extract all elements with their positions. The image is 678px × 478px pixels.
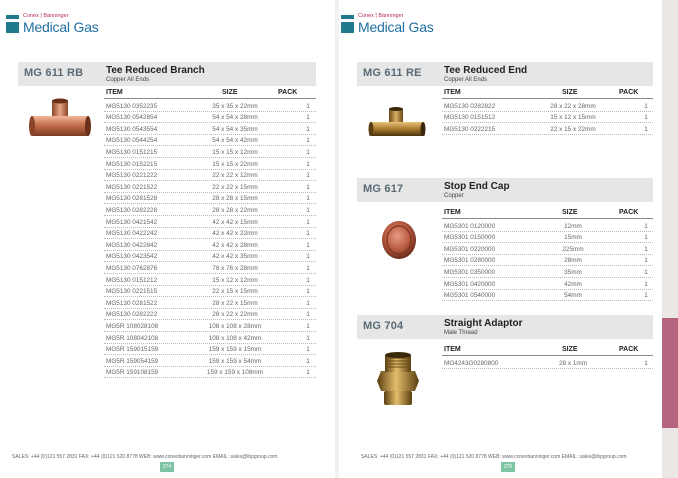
item-code: MG5130 0221222 — [106, 172, 158, 180]
table-row — [104, 193, 316, 205]
table-row — [442, 100, 653, 112]
item-code: MG5301 0220000 — [444, 245, 496, 253]
table-row — [104, 112, 316, 124]
item-pack: 1 — [306, 322, 310, 330]
item-code: MG5301 0420000 — [444, 280, 496, 288]
table-row — [104, 274, 316, 286]
item-size: 22 x 15 x 15mm — [212, 288, 258, 296]
item-code: MG5130 0151512 — [444, 114, 496, 122]
item-code: MG5130 0152215 — [106, 160, 158, 168]
item-code: MG5R 159015159 — [106, 346, 159, 354]
item-code: MG5301 0350000 — [444, 268, 496, 276]
brand-title: Medical Gas — [23, 19, 99, 35]
page-number-left: 274 — [160, 462, 174, 472]
item-pack: 1 — [306, 299, 310, 307]
item-size: 54 x 54 x 42mm — [212, 137, 258, 145]
left-page — [0, 0, 335, 478]
item-code: MG5301 0150000 — [444, 234, 496, 242]
header-rule — [442, 355, 653, 356]
item-code: MG5130 0151215 — [106, 148, 158, 156]
table-row — [104, 100, 316, 112]
item-code: MG5130 0423542 — [106, 253, 158, 261]
brand-title: Medical Gas — [358, 19, 434, 35]
table-row — [104, 123, 316, 135]
item-code: MG5R 159054159 — [106, 357, 159, 365]
item-size: 108 x 108 x 42mm — [208, 334, 262, 342]
item-pack: 1 — [644, 245, 648, 253]
item-size: 76 x 76 x 28mm — [212, 264, 258, 272]
item-pack: 1 — [306, 357, 310, 365]
brand-mark-icon — [6, 15, 19, 33]
col-header-item: ITEM — [444, 346, 461, 353]
col-header-size: SIZE — [222, 89, 238, 96]
item-code: MG4243G0280800 — [444, 359, 499, 367]
item-size: 28 x 22 x 22mm — [212, 311, 258, 319]
section-header — [357, 62, 653, 86]
item-code: MG5130 0543554 — [106, 125, 158, 133]
item-size: 159 x 159 x 15mm — [208, 346, 262, 354]
item-pack: 1 — [306, 137, 310, 145]
item-pack: 1 — [306, 346, 310, 354]
item-pack: 1 — [306, 230, 310, 238]
item-size: 12mm — [564, 222, 582, 230]
col-header-item: ITEM — [444, 89, 461, 96]
item-size: 159 x 159 x 54mm — [208, 357, 262, 365]
item-size: 28 x 1mm — [558, 359, 588, 367]
header-rule — [104, 98, 316, 99]
section-tab — [662, 318, 678, 428]
item-pack: 1 — [644, 222, 648, 230]
table-row — [442, 220, 653, 232]
table-row — [104, 181, 316, 193]
table-row — [104, 239, 316, 251]
col-header-pack: PACK — [619, 209, 639, 216]
table-row — [104, 146, 316, 158]
section-title: Straight Adaptor — [444, 318, 523, 329]
item-size: 225mm — [562, 245, 584, 253]
item-pack: 1 — [306, 125, 310, 133]
tee-fitting-image — [28, 96, 92, 144]
section-code: MG 617 — [363, 183, 404, 195]
section-header — [357, 315, 653, 339]
item-pack: 1 — [644, 280, 648, 288]
item-code: MG5130 0151212 — [106, 276, 158, 284]
item-code: MG5301 0280000 — [444, 257, 496, 265]
section-subtitle: Copper All Ends — [106, 76, 150, 83]
item-size: 28 x 22 x 28mm — [550, 102, 596, 110]
item-code: MG5R 108028108 — [106, 322, 159, 330]
section-title: Tee Reduced End — [444, 65, 528, 76]
footer-contact: SALES: +44 (0)121 557 2831 FAX: +44 (0)121 520 8778 WEB: www.conexbanninger.com EMAIL: sales@ibpgroup.com — [12, 454, 278, 460]
item-pack: 1 — [306, 311, 310, 319]
item-size: 28 x 22 x 15mm — [212, 299, 258, 307]
section-code: MG 704 — [363, 320, 404, 332]
right-page — [339, 0, 662, 478]
item-size: 42 x 42 x 28mm — [212, 241, 258, 249]
item-code: MG5130 0544254 — [106, 137, 158, 145]
item-pack: 1 — [644, 114, 648, 122]
table-row — [104, 332, 316, 344]
item-code: MG5R 108042108 — [106, 334, 159, 342]
section-title: Tee Reduced Branch — [106, 65, 205, 76]
item-size: 28mm — [564, 257, 582, 265]
item-code: MG5130 0221515 — [106, 288, 158, 296]
table-row — [104, 344, 316, 356]
item-code: MG5130 0282228 — [106, 206, 158, 214]
table-row — [442, 243, 653, 255]
table-row — [104, 297, 316, 309]
item-code: MG5130 0221522 — [106, 183, 158, 191]
item-size: 35mm — [564, 268, 582, 276]
table-row — [442, 357, 653, 369]
table-row — [104, 216, 316, 228]
table-row — [104, 262, 316, 274]
item-pack: 1 — [306, 160, 310, 168]
page-number-right: 275 — [501, 462, 515, 472]
item-pack: 1 — [644, 292, 648, 300]
item-size: 54mm — [564, 292, 582, 300]
item-size: 28 x 28 x 15mm — [212, 195, 258, 203]
item-code: MG5130 0282222 — [106, 311, 158, 319]
brand-logo — [6, 13, 99, 35]
table-row — [104, 367, 316, 379]
page-edge-margin — [662, 0, 678, 478]
item-pack: 1 — [306, 102, 310, 110]
item-pack: 1 — [306, 264, 310, 272]
item-pack: 1 — [306, 172, 310, 180]
table-row — [104, 309, 316, 321]
table-row — [442, 112, 653, 124]
section-title: Stop End Cap — [444, 181, 510, 192]
section-code: MG 611 RB — [24, 67, 84, 79]
item-size: 28 x 28 x 22mm — [212, 206, 258, 214]
brand-company: Conex | Bänninger — [23, 13, 69, 19]
item-pack: 1 — [644, 359, 648, 367]
brand-mark-icon — [341, 15, 354, 33]
table-row — [104, 204, 316, 216]
end-cap-image — [377, 218, 421, 262]
item-size: 35 x 35 x 22mm — [212, 102, 258, 110]
col-header-pack: PACK — [619, 346, 639, 353]
item-code: MG5130 0422242 — [106, 230, 158, 238]
item-pack: 1 — [644, 268, 648, 276]
item-pack: 1 — [306, 183, 310, 191]
table-row — [104, 320, 316, 332]
section-subtitle: Copper All Ends — [444, 76, 488, 83]
item-size: 42mm — [564, 280, 582, 288]
item-size: 159 x 159 x 108mm — [206, 369, 264, 377]
item-code: MG5130 0222215 — [444, 125, 496, 133]
item-pack: 1 — [644, 257, 648, 265]
item-size: 22 x 22 x 15mm — [212, 183, 258, 191]
item-pack: 1 — [644, 234, 648, 242]
item-size: 15 x 15 x 12mm — [212, 148, 258, 156]
section-subtitle: Copper — [444, 192, 464, 199]
col-header-pack: PACK — [619, 89, 639, 96]
item-pack: 1 — [306, 276, 310, 284]
item-size: 15 x 15 x 22mm — [212, 160, 258, 168]
section-header — [18, 62, 316, 86]
header-rule — [442, 98, 653, 99]
item-size: 22 x 15 x 22mm — [550, 125, 596, 133]
item-pack: 1 — [306, 148, 310, 156]
item-code: MG5130 0422842 — [106, 241, 158, 249]
item-size: 15 x 12 x 12mm — [212, 276, 258, 284]
item-code: MG5130 0281528 — [106, 195, 158, 203]
item-pack: 1 — [306, 253, 310, 261]
item-pack: 1 — [306, 206, 310, 214]
item-pack: 1 — [306, 288, 310, 296]
brass-tee-image — [367, 102, 427, 146]
item-size: 108 x 108 x 28mm — [208, 322, 262, 330]
table-row — [104, 355, 316, 367]
col-header-item: ITEM — [444, 209, 461, 216]
table-row — [442, 266, 653, 278]
table-row — [104, 251, 316, 263]
brand-company: Conex | Bänninger — [358, 13, 404, 19]
item-code: MG5130 0421542 — [106, 218, 158, 226]
item-size: 15 x 12 x 15mm — [550, 114, 596, 122]
table-row — [442, 255, 653, 267]
item-pack: 1 — [644, 125, 648, 133]
item-code: MG5301 0540000 — [444, 292, 496, 300]
table-row — [104, 228, 316, 240]
footer-contact: SALES: +44 (0)121 557 2831 FAX: +44 (0)121 520 8778 WEB: www.conexbanninger.com EMAIL: sales@ibpgroup.com — [361, 454, 627, 460]
table-row — [442, 123, 653, 135]
item-size: 15mm — [564, 234, 582, 242]
item-pack: 1 — [306, 334, 310, 342]
item-code: MG5R 159108159 — [106, 369, 159, 377]
item-code: MG5130 0762876 — [106, 264, 158, 272]
table-row — [442, 278, 653, 290]
table-row — [104, 286, 316, 298]
item-code: MG5130 0282822 — [444, 102, 496, 110]
col-header-item: ITEM — [106, 89, 123, 96]
item-code: MG5301 0120000 — [444, 222, 496, 230]
section-subtitle: Male Thread — [444, 329, 478, 336]
item-code: MG5130 0281522 — [106, 299, 158, 307]
header-rule — [442, 218, 653, 219]
item-pack: 1 — [306, 195, 310, 203]
item-pack: 1 — [306, 241, 310, 249]
table-row — [104, 158, 316, 170]
col-header-pack: PACK — [278, 89, 298, 96]
section-header — [357, 178, 653, 202]
item-size: 42 x 42 x 15mm — [212, 218, 258, 226]
col-header-size: SIZE — [562, 346, 578, 353]
item-code: MG5130 0542854 — [106, 114, 158, 122]
item-size: 54 x 54 x 35mm — [212, 125, 258, 133]
item-pack: 1 — [306, 369, 310, 377]
brand-logo — [341, 13, 434, 35]
item-size: 22 x 22 x 12mm — [212, 172, 258, 180]
col-header-size: SIZE — [562, 89, 578, 96]
table-row — [104, 170, 316, 182]
item-pack: 1 — [306, 218, 310, 226]
item-pack: 1 — [644, 102, 648, 110]
item-size: 42 x 42 x 35mm — [212, 253, 258, 261]
table-row — [442, 232, 653, 244]
table-row — [104, 135, 316, 147]
brass-adaptor-image — [375, 349, 421, 411]
item-size: 42 x 42 x 22mm — [212, 230, 258, 238]
item-pack: 1 — [306, 114, 310, 122]
section-code: MG 611 RE — [363, 67, 422, 79]
table-row — [442, 290, 653, 302]
item-code: MG5130 0352235 — [106, 102, 158, 110]
col-header-size: SIZE — [562, 209, 578, 216]
item-size: 54 x 54 x 28mm — [212, 114, 258, 122]
